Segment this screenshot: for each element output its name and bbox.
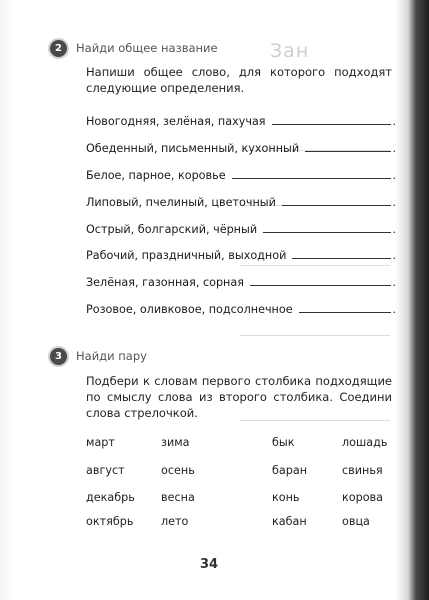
season-word[interactable]: лето — [161, 515, 189, 528]
exercise-line: Зелёная, газонная, сорная . — [86, 276, 396, 289]
month-word[interactable]: август — [86, 464, 125, 477]
exercise-line: Новогодняя, зелёная, пахучая . — [86, 115, 396, 128]
bleed-through-rule — [240, 335, 390, 336]
exercise-line: Розовое, оливковое, подсолнечное . — [86, 303, 396, 316]
male-animal-word[interactable]: кабан — [272, 515, 307, 528]
male-animal-word[interactable]: конь — [272, 491, 300, 504]
answer-blank[interactable] — [272, 123, 391, 125]
male-animal-word[interactable]: баран — [272, 464, 308, 477]
exercise-line: Рабочий, праздничный, выходной . — [86, 249, 396, 262]
season-word[interactable]: зима — [161, 436, 190, 449]
male-animal-word[interactable]: бык — [272, 436, 295, 449]
answer-blank[interactable] — [232, 177, 391, 179]
exercise-line: Липовый, пчелиный, цветочный . — [86, 196, 396, 209]
exercise-line: Острый, болгарский, чёрный . — [86, 223, 396, 236]
female-animal-word[interactable]: свинья — [342, 464, 383, 477]
female-animal-word[interactable]: корова — [342, 491, 383, 504]
answer-blank[interactable] — [305, 150, 390, 152]
section-title: Найди общее название — [76, 41, 218, 55]
section-3-instruction: Подбери к словам первого столбика подходящие по смыслу слова из второго столбика. Соедини слова стрелочкой. — [86, 374, 392, 420]
bleed-through-rule — [240, 265, 390, 266]
section-number-badge: 3 — [50, 348, 67, 365]
section-number-badge: 2 — [50, 40, 67, 57]
answer-blank[interactable] — [263, 231, 390, 233]
section-2-header — [50, 38, 218, 58]
exercise-line: Обеденный, письменный, кухонный . — [86, 142, 396, 155]
section-2-instruction: Напиши общее слово, для которого подходят следующие определения. — [86, 65, 392, 95]
exercise-line: Белое, парное, коровье . — [86, 169, 396, 182]
answer-blank[interactable] — [282, 204, 391, 206]
month-word[interactable]: декабрь — [86, 491, 135, 504]
answer-blank[interactable] — [299, 311, 391, 313]
section-title: Найди пару — [76, 349, 147, 363]
month-word[interactable]: март — [86, 436, 115, 449]
answer-blank[interactable] — [250, 284, 391, 286]
season-word[interactable]: весна — [161, 491, 195, 504]
female-animal-word[interactable]: овца — [342, 515, 370, 528]
page-number: 34 — [200, 557, 219, 572]
section-3-header — [50, 346, 147, 366]
answer-blank[interactable] — [292, 257, 390, 259]
month-word[interactable]: октябрь — [86, 515, 134, 528]
season-word[interactable]: осень — [161, 464, 195, 477]
female-animal-word[interactable]: лошадь — [342, 436, 388, 449]
bleed-through-heading: Зан — [270, 40, 310, 62]
